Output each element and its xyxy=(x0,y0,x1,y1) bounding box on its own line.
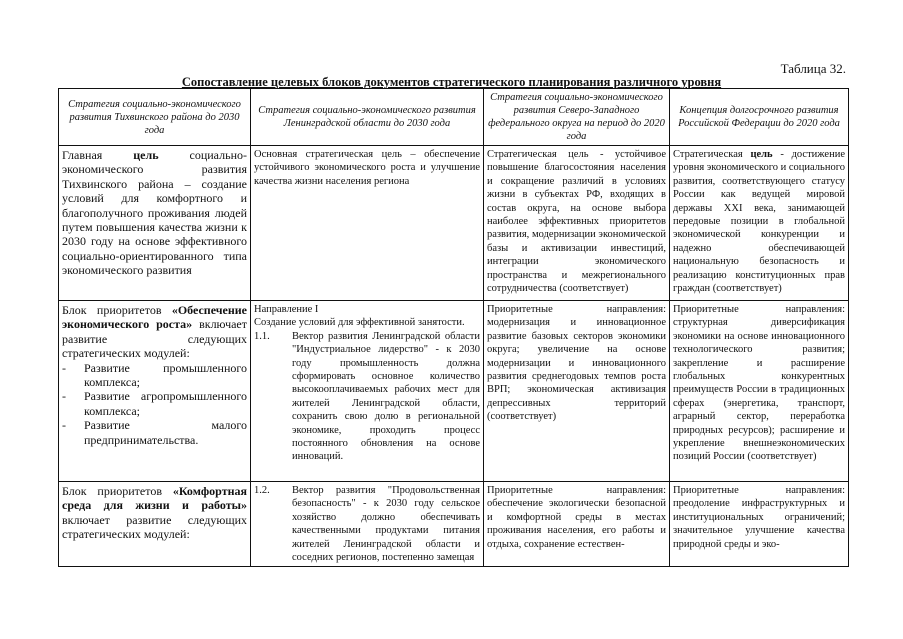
table-row xyxy=(59,482,849,567)
table-cell xyxy=(59,482,251,567)
table-row xyxy=(59,146,849,301)
table-cell xyxy=(251,301,484,482)
cell-text-bold: «Обеспечение экономического роста» xyxy=(62,303,247,332)
cell-text: Блок приоритетов xyxy=(62,484,173,498)
direction-title: Направление I xyxy=(254,304,319,315)
vector-number: 1.1. xyxy=(254,330,270,342)
table-cell: Основная стратегическая цель – обеспечение устойчивого экономического роста и улучшение качества жизни населения региона xyxy=(251,146,484,301)
cell-text: Блок приоритетов xyxy=(62,303,172,317)
cell-text: Стратегическая xyxy=(673,149,751,160)
cell-text: - достижение уровня экономического и социального развития, соответствующего статусу России как ведущей мировой державы XXI века, занимающей передовые позиции в глобальной экономической конкуренции и надежно обеспечивающей национальную безопасность и реализацию конституционных прав граждан (соответствует) xyxy=(673,149,845,295)
comparison-table xyxy=(58,88,849,567)
table-cell xyxy=(59,146,251,301)
list-item: - Развитие агропромышленного комплекса; xyxy=(62,389,247,418)
vector-text: Вектор развития "Продовольственная безопасность" - к 2030 году сельское хозяйство должно обеспечивать качественными продуктами питания жителей Ленинградской области и соседних регионов, постепенно замещая xyxy=(292,485,480,564)
table-cell xyxy=(670,146,849,301)
list-item: - Развитие промышленного комплекса; xyxy=(62,361,247,390)
cell-text-bold: «Комфортная среда для жизни и работы» xyxy=(62,484,247,513)
cell-text-bold: цель xyxy=(133,148,159,162)
table-row xyxy=(59,301,849,482)
list-item: - Развитие малого предпринимательства. xyxy=(62,418,247,447)
header-cell: Стратегия социально-экономического развития Северо-Западного федерального округа на период до 2020 года xyxy=(484,89,670,146)
vector-number: 1.2. xyxy=(254,485,270,496)
vector-text: Вектор развития Ленинградской области "Индустриальное лидерство" - к 2030 году промышленность должна сформировать основное количество высокооплачиваемых рабочих мест для жителей Ленинградской области, сохранить свою долю в региональной экономике, проходить процесс постоянного обновления на основе инноваций. xyxy=(292,330,480,463)
table-cell: Приоритетные направления: обеспечение экологически безопасной и комфортной среды в местах проживания населения, его работы и отдыха, сохранение естествен- xyxy=(484,482,670,567)
cell-text: социально-экономического развития Тихвинского района – создание условий для комфортного и благополучного проживания людей путем повышения качества жизни к 2030 году на основе эффективного социально-ориентированного типа экономического развития xyxy=(62,148,247,278)
header-row xyxy=(59,89,849,146)
header-cell: Стратегия социально-экономического развития Тихвинского района до 2030 года xyxy=(59,89,251,146)
header-cell: Стратегия социально-экономического развития Ленинградской области до 2030 года xyxy=(251,89,484,146)
table-cell: Приоритетные направления: модернизация и инновационное развитие базовых секторов экономики округа; увеличение на основе модернизации и инновационного развития среднегодовых темпов роста ВРП; экономическая активизация депрессивных территорий (соответствует) xyxy=(484,301,670,482)
table-cell: Стратегическая цель - устойчивое повышение благосостояния населения и сокращение различий в условиях жизни в субъектах РФ, входящих в состав округа, на основе выбора наиболее эффективных приоритетов развития, модернизации экономической базы и активизации инвестиций, интеграции экономического пространства и межрегионального сотрудничества (соответствует) xyxy=(484,146,670,301)
cell-text: включает развитие следующих стратегических модулей: xyxy=(62,317,247,361)
table-cell: Приоритетные направления: структурная диверсификация экономики на основе инновационного технологического развития; закрепление и расширение глобальных конкурентных преимуществ России в традиционных сферах (энергетика, транспорт, аграрный сектор, переработка природных ресурсов); расширение и укрепление внешнеэкономических позиций России (соответствует) xyxy=(670,301,849,482)
table-cell xyxy=(59,301,251,482)
table-cell: Приоритетные направления: преодоление инфраструктурных и институциональных ограничений; значительное улучшение качества природной среды и эко- xyxy=(670,482,849,567)
header-cell: Концепция долгосрочного развития Российской Федерации до 2020 года xyxy=(670,89,849,146)
vector-item xyxy=(254,330,480,464)
vector-item xyxy=(254,484,480,564)
table-number: Таблица 32. xyxy=(780,61,846,76)
module-list xyxy=(62,361,247,447)
cell-text: Главная xyxy=(62,148,134,162)
table-cell xyxy=(251,482,484,567)
cell-text-bold: цель xyxy=(750,149,773,160)
table-title: Сопоставление целевых блоков документов стратегического планирования различного уровня xyxy=(181,75,722,89)
direction-text: Создание условий для эффективной занятости. xyxy=(254,317,465,329)
cell-text: включает развитие следующих стратегических модулей: xyxy=(62,512,247,542)
